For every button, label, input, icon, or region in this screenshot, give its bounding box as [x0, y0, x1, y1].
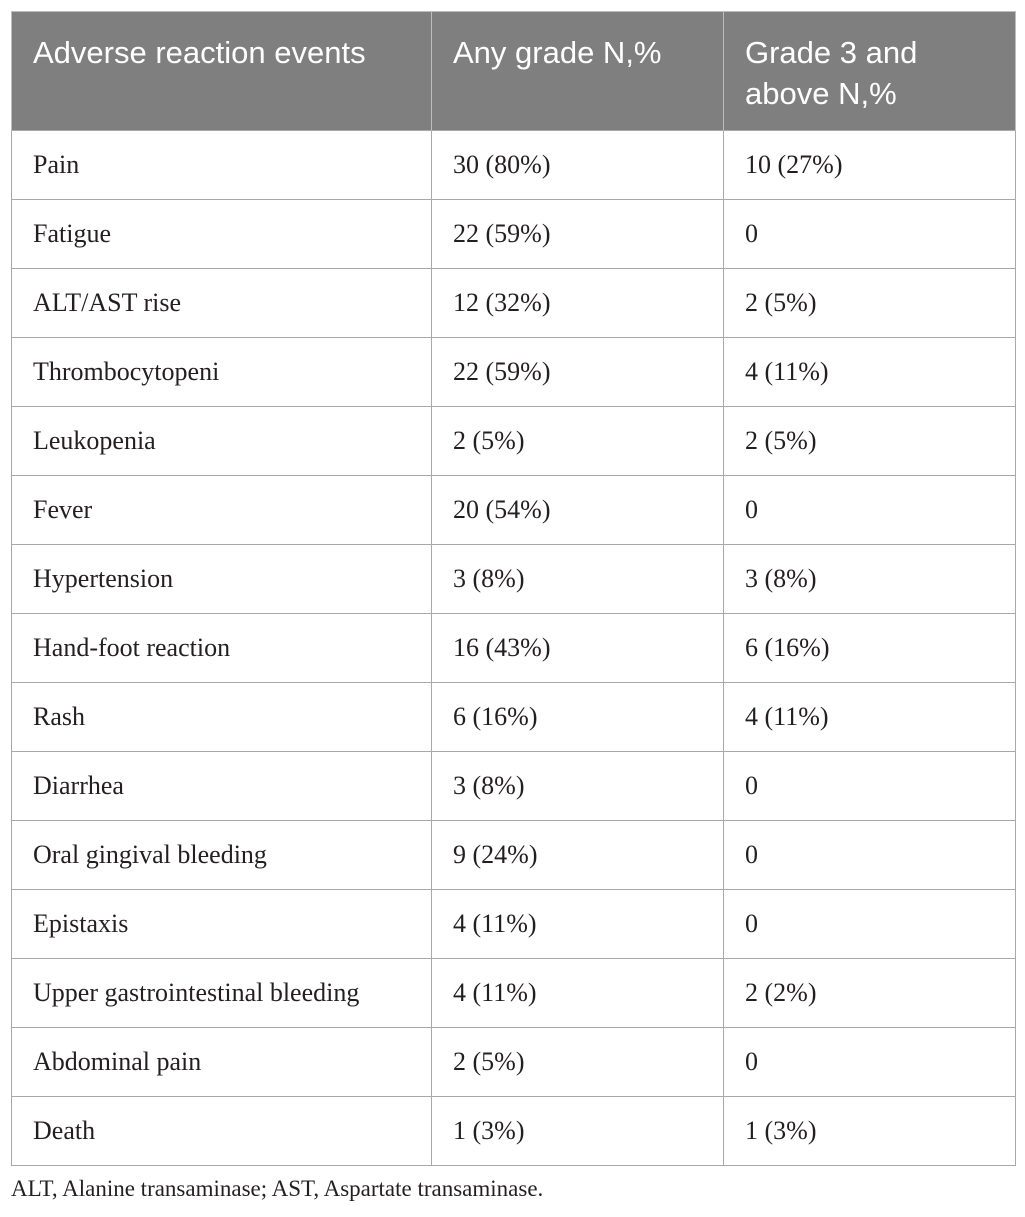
- any-grade-cell: 1 (3%): [432, 1097, 724, 1166]
- table-row: [12, 545, 1016, 614]
- table-row: [12, 338, 1016, 407]
- event-cell: Abdominal pain: [12, 1028, 432, 1097]
- table-row: [12, 131, 1016, 200]
- grade3-cell: 4 (11%): [724, 338, 1016, 407]
- any-grade-cell: 2 (5%): [432, 1028, 724, 1097]
- header-grade-3-and-above: Grade 3 and above N,%: [724, 12, 1016, 131]
- any-grade-cell: 6 (16%): [432, 683, 724, 752]
- grade3-cell: 10 (27%): [724, 131, 1016, 200]
- header-row: [12, 12, 1016, 131]
- any-grade-cell: 3 (8%): [432, 752, 724, 821]
- grade3-cell: 3 (8%): [724, 545, 1016, 614]
- grade3-cell: 1 (3%): [724, 1097, 1016, 1166]
- grade3-cell: 0: [724, 476, 1016, 545]
- grade3-cell: 6 (16%): [724, 614, 1016, 683]
- event-cell: Pain: [12, 131, 432, 200]
- table-row: [12, 1097, 1016, 1166]
- table-row: [12, 683, 1016, 752]
- grade3-cell: 0: [724, 821, 1016, 890]
- table-row: [12, 200, 1016, 269]
- event-cell: Fever: [12, 476, 432, 545]
- grade3-cell: 2 (2%): [724, 959, 1016, 1028]
- grade3-cell: 4 (11%): [724, 683, 1016, 752]
- event-cell: Leukopenia: [12, 407, 432, 476]
- table-footnote: ALT, Alanine transaminase; AST, Aspartate transaminase.: [11, 1176, 544, 1201]
- event-cell: Upper gastrointestinal bleeding: [12, 959, 432, 1028]
- grade3-cell: 2 (5%): [724, 407, 1016, 476]
- table-row: [12, 959, 1016, 1028]
- table-row: [12, 269, 1016, 338]
- table-row: [12, 476, 1016, 545]
- event-cell: Fatigue: [12, 200, 432, 269]
- event-cell: Rash: [12, 683, 432, 752]
- grade3-cell: 0: [724, 890, 1016, 959]
- table-row: [12, 614, 1016, 683]
- any-grade-cell: 22 (59%): [432, 200, 724, 269]
- header-any-grade: Any grade N,%: [432, 12, 724, 131]
- any-grade-cell: 4 (11%): [432, 959, 724, 1028]
- any-grade-cell: 2 (5%): [432, 407, 724, 476]
- event-cell: Oral gingival bleeding: [12, 821, 432, 890]
- event-cell: Hand-foot reaction: [12, 614, 432, 683]
- any-grade-cell: 22 (59%): [432, 338, 724, 407]
- grade3-cell: 0: [724, 200, 1016, 269]
- any-grade-cell: 16 (43%): [432, 614, 724, 683]
- event-cell: Epistaxis: [12, 890, 432, 959]
- any-grade-cell: 9 (24%): [432, 821, 724, 890]
- header-adverse-reaction-events: Adverse reaction events: [12, 12, 432, 131]
- grade3-cell: 0: [724, 752, 1016, 821]
- table-row: [12, 821, 1016, 890]
- event-cell: Diarrhea: [12, 752, 432, 821]
- event-cell: Death: [12, 1097, 432, 1166]
- adverse-events-table: [11, 11, 1016, 1166]
- grade3-cell: 2 (5%): [724, 269, 1016, 338]
- any-grade-cell: 3 (8%): [432, 545, 724, 614]
- any-grade-cell: 20 (54%): [432, 476, 724, 545]
- table-row: [12, 1028, 1016, 1097]
- table-row: [12, 890, 1016, 959]
- table-row: [12, 752, 1016, 821]
- any-grade-cell: 30 (80%): [432, 131, 724, 200]
- event-cell: Hypertension: [12, 545, 432, 614]
- event-cell: Thrombocytopeni: [12, 338, 432, 407]
- table-header: [12, 12, 1016, 131]
- any-grade-cell: 12 (32%): [432, 269, 724, 338]
- grade3-cell: 0: [724, 1028, 1016, 1097]
- any-grade-cell: 4 (11%): [432, 890, 724, 959]
- table-body: [12, 131, 1016, 1166]
- table-row: [12, 407, 1016, 476]
- event-cell: ALT/AST rise: [12, 269, 432, 338]
